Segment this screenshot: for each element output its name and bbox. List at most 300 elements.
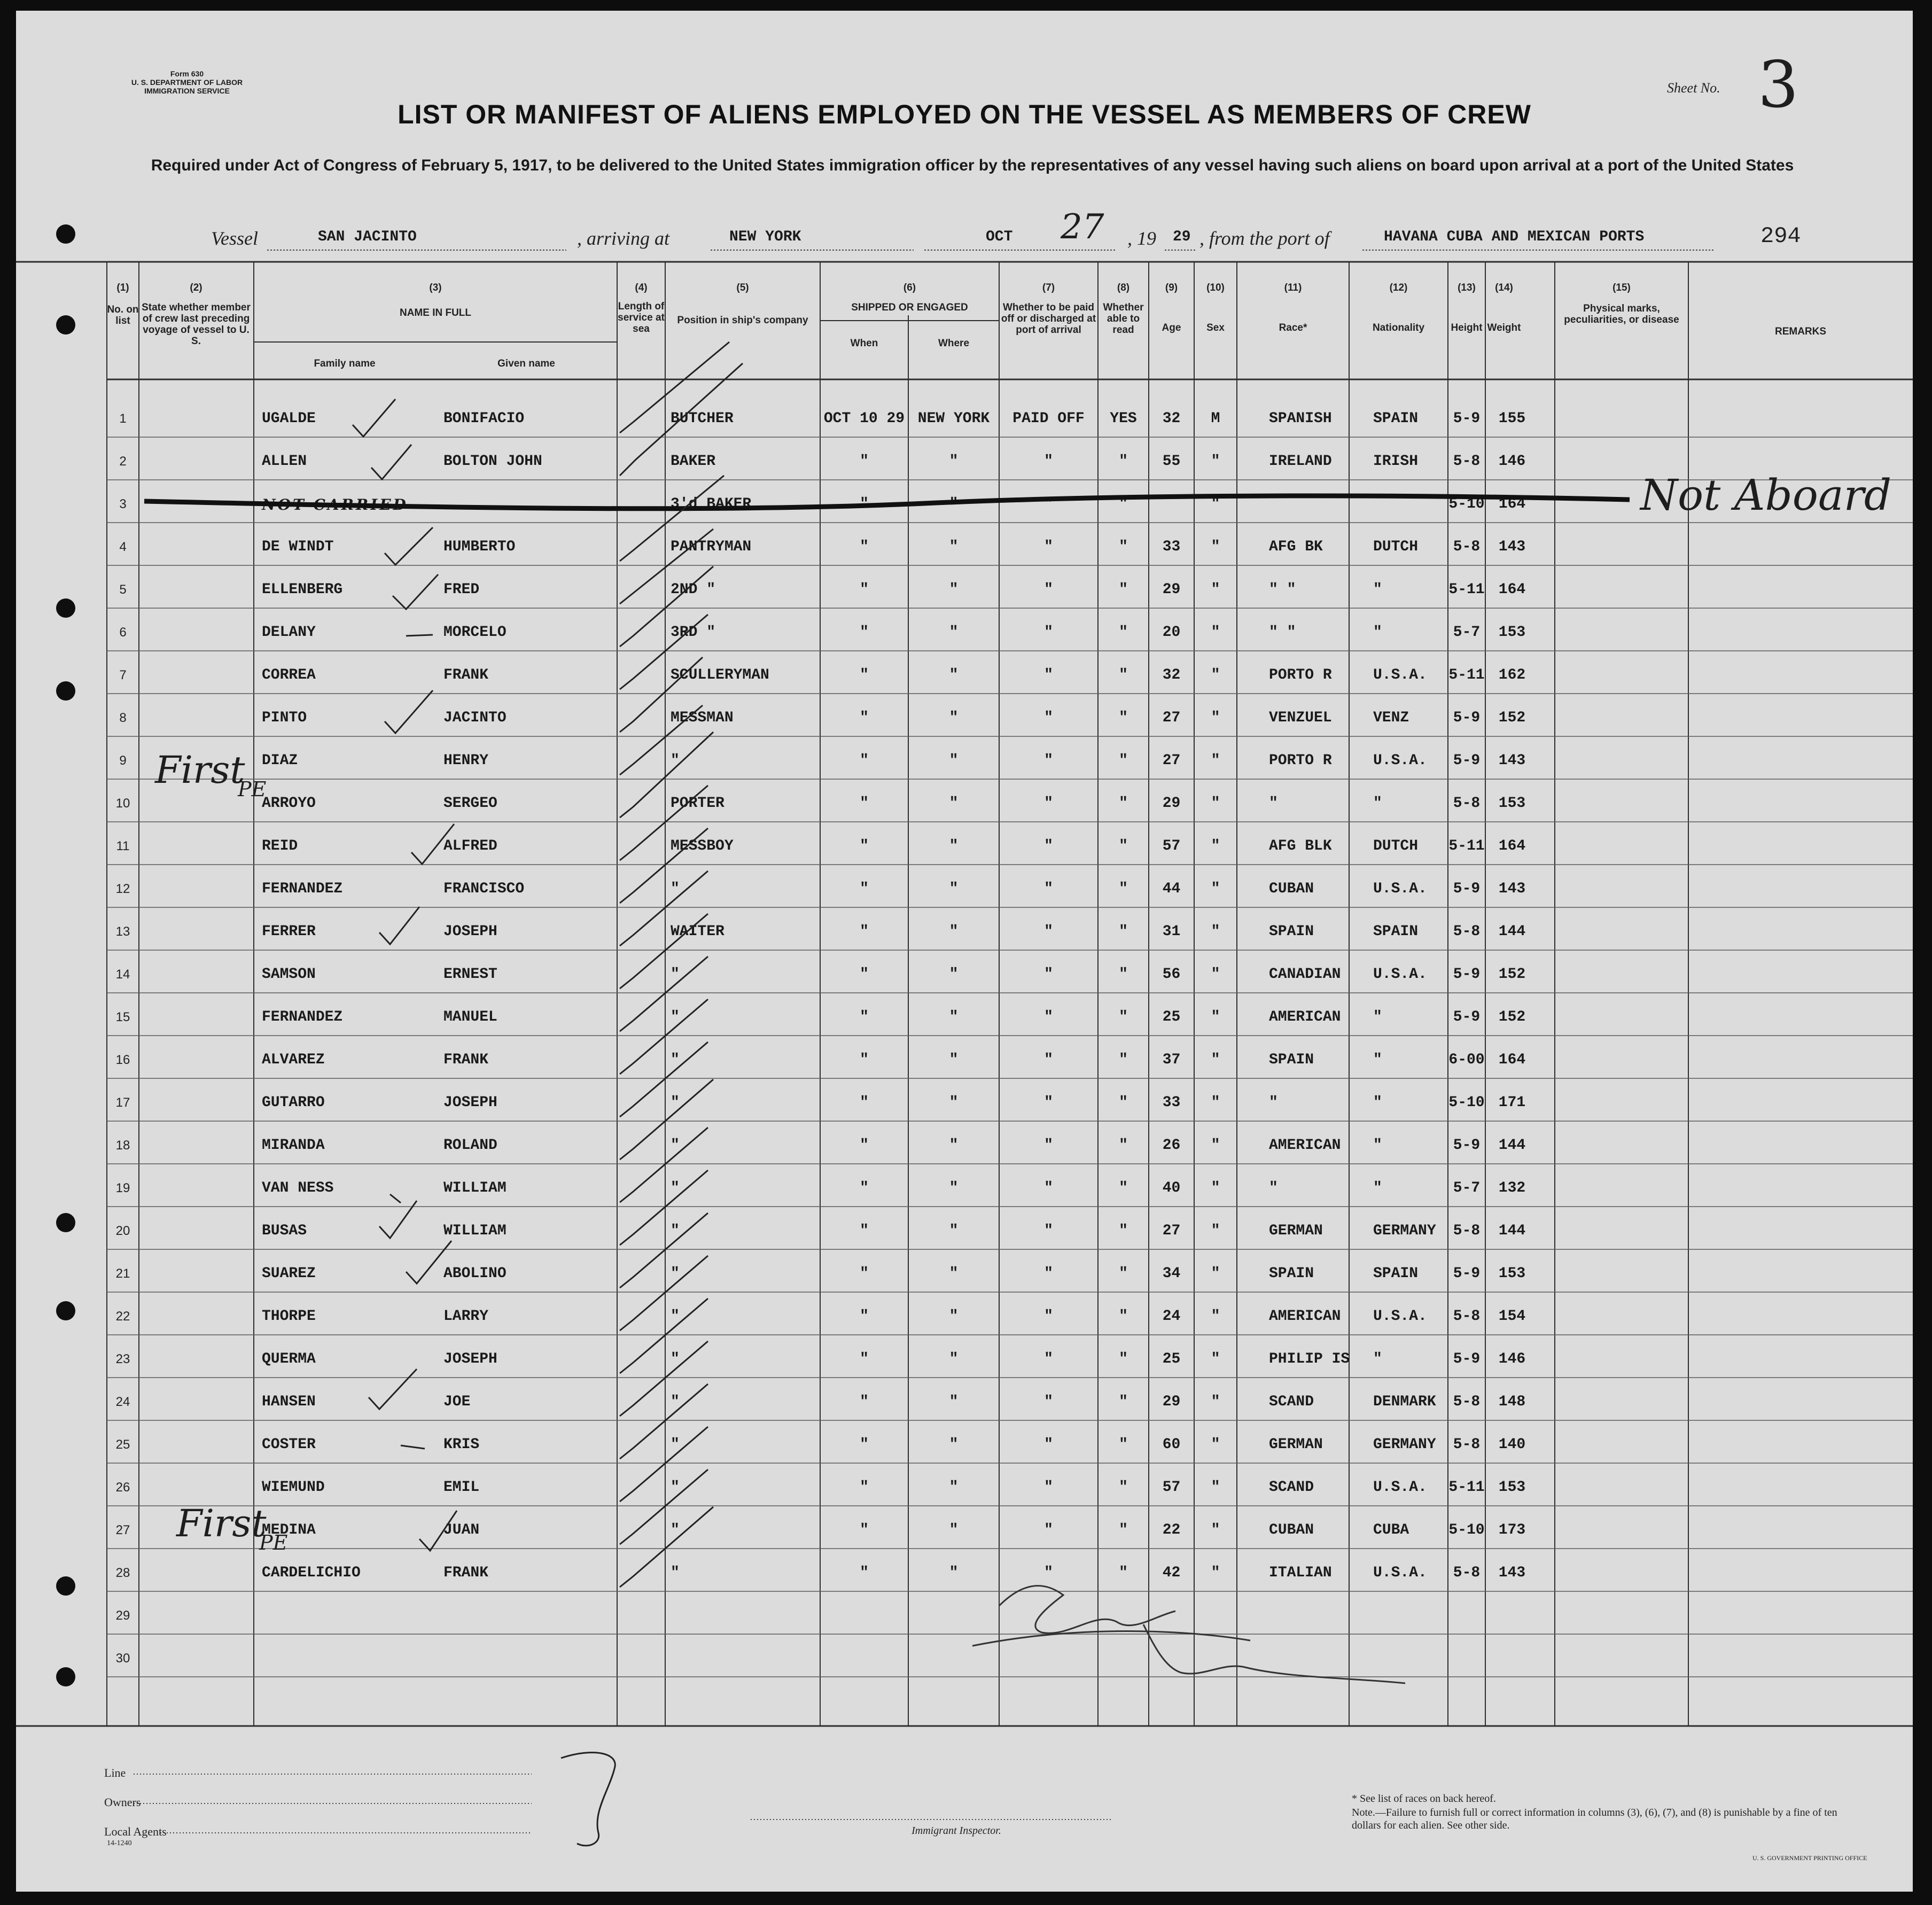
race: " <box>1269 795 1278 812</box>
able-to-read: " <box>1119 1394 1128 1410</box>
row-number: 16 <box>115 1053 130 1067</box>
position: MESSMAN <box>671 710 734 726</box>
sex: " <box>1211 453 1220 470</box>
able-to-read: " <box>1119 539 1128 555</box>
sex: " <box>1211 1394 1220 1410</box>
year-prefix: , 19 <box>1127 228 1156 249</box>
family-name: SUAREZ <box>262 1265 316 1282</box>
position: " <box>671 1009 680 1025</box>
family-name: UGALDE <box>262 410 316 427</box>
row-number: 29 <box>115 1608 130 1623</box>
shipped-when: " <box>860 1265 869 1282</box>
race: CUBAN <box>1269 1522 1314 1538</box>
col8-header: (8) Whether able to read <box>1103 282 1144 336</box>
nationality: SPAIN <box>1373 1265 1419 1282</box>
sex: M <box>1211 410 1220 427</box>
age: 33 <box>1162 539 1181 555</box>
vessel-name: SAN JACINTO <box>318 229 417 245</box>
given-name: JOSEPH <box>443 1351 497 1367</box>
height: 5-8 <box>1453 1565 1481 1581</box>
given-name: WILLIAM <box>443 1180 507 1196</box>
able-to-read: " <box>1119 795 1128 812</box>
shipped-when: " <box>860 966 869 983</box>
family-name: BUSAS <box>262 1223 307 1239</box>
able-to-read: " <box>1119 752 1128 769</box>
weight: 146 <box>1498 453 1526 470</box>
strike-line <box>144 496 1630 509</box>
shipped-where: " <box>949 624 959 641</box>
shipped-where: " <box>949 752 959 769</box>
nationality: " <box>1373 1351 1382 1367</box>
paid-off: " <box>1044 966 1053 983</box>
family-name: FERNANDEZ <box>262 881 343 897</box>
age: 29 <box>1162 581 1181 598</box>
shipped-when: " <box>860 1436 869 1453</box>
family-name: QUERMA <box>262 1351 316 1367</box>
shipped-where: " <box>949 838 959 854</box>
shipped-where: " <box>949 1180 959 1196</box>
family-name: COSTER <box>262 1436 316 1453</box>
nationality: U.S.A. <box>1373 667 1427 683</box>
sex: " <box>1211 1223 1220 1239</box>
shipped-where: " <box>949 1009 959 1025</box>
able-to-read: " <box>1119 1265 1128 1282</box>
weight: 153 <box>1498 1479 1526 1496</box>
position: " <box>671 1180 680 1196</box>
shipped-where: " <box>949 1565 959 1581</box>
shipped-when: " <box>860 667 869 683</box>
able-to-read: " <box>1119 1522 1128 1538</box>
age: 22 <box>1162 1522 1181 1538</box>
shipped-where: " <box>949 1223 959 1239</box>
shipped-when: " <box>860 923 869 940</box>
nationality: U.S.A. <box>1373 966 1427 983</box>
nationality: " <box>1373 1180 1382 1196</box>
shipped-when: OCT 10 29 <box>823 410 905 427</box>
paid-off: " <box>1044 1308 1053 1325</box>
service-label: IMMIGRATION SERVICE <box>144 87 230 95</box>
able-to-read: " <box>1119 453 1128 470</box>
position: 3'd BAKER <box>671 496 752 512</box>
row-number: 1 <box>119 411 127 426</box>
shipped-when: " <box>860 1137 869 1154</box>
height: 5-9 <box>1453 1351 1481 1367</box>
row-number: 27 <box>115 1523 130 1537</box>
col10-header: (10) Sex <box>1206 282 1225 333</box>
nationality: " <box>1373 1094 1382 1111</box>
shipped-where: " <box>949 1308 959 1325</box>
family-name: CARDELICHIO <box>262 1565 361 1581</box>
age: 33 <box>1162 1094 1181 1111</box>
race: SPAIN <box>1269 1265 1314 1282</box>
age: 60 <box>1162 1436 1181 1453</box>
height: 5-9 <box>1453 1265 1481 1282</box>
shipped-where: " <box>949 923 959 940</box>
sex: " <box>1211 539 1220 555</box>
able-to-read: " <box>1119 881 1128 897</box>
paid-off: " <box>1044 1394 1053 1410</box>
nationality: U.S.A. <box>1373 1479 1427 1496</box>
race: " " <box>1269 581 1296 598</box>
sex: " <box>1211 1522 1220 1538</box>
first-annotation-1-sub: PE <box>238 777 267 801</box>
shipped-when: " <box>860 881 869 897</box>
race: CUBAN <box>1269 881 1314 897</box>
shipped-when: " <box>860 581 869 598</box>
sex: " <box>1211 1052 1220 1068</box>
age: 34 <box>1162 1265 1181 1282</box>
paid-off: " <box>1044 453 1053 470</box>
col11-header: (11) Race* <box>1279 282 1307 333</box>
shipped-where: " <box>949 1394 959 1410</box>
paid-off: " <box>1044 752 1053 769</box>
shipped-where: " <box>949 966 959 983</box>
nationality: GERMANY <box>1373 1223 1436 1239</box>
sex: " <box>1211 795 1220 812</box>
sex: " <box>1211 923 1220 940</box>
sex: " <box>1211 1308 1220 1325</box>
weight: 153 <box>1498 624 1526 641</box>
shipped-when: " <box>860 496 869 512</box>
age: 55 <box>1162 453 1181 470</box>
row-number: 17 <box>115 1095 130 1110</box>
arrival-year: 29 <box>1173 229 1191 245</box>
able-to-read: YES <box>1110 410 1137 427</box>
arriving-port: NEW YORK <box>729 229 801 245</box>
shipped-where: " <box>949 667 959 683</box>
family-name: ALLEN <box>262 453 307 470</box>
able-to-read: " <box>1119 1351 1128 1367</box>
position: BUTCHER <box>671 410 734 427</box>
row-number: 15 <box>115 1010 130 1024</box>
race: AMERICAN <box>1269 1137 1341 1154</box>
paid-off: " <box>1044 1180 1053 1196</box>
family-name: FERNANDEZ <box>262 1009 343 1025</box>
given-name: KRIS <box>443 1436 480 1453</box>
family-name: DIAZ <box>262 752 298 769</box>
family-name: REID <box>262 838 298 854</box>
shipped-when: " <box>860 1180 869 1196</box>
age: 29 <box>1162 795 1181 812</box>
nationality: CUBA <box>1373 1522 1409 1538</box>
first-annotation-2: First <box>176 1502 267 1545</box>
sex: " <box>1211 710 1220 726</box>
able-to-read: " <box>1119 1094 1128 1111</box>
race: SCAND <box>1269 1479 1314 1496</box>
weight: 162 <box>1498 667 1526 683</box>
family-name: GUTARRO <box>262 1094 325 1111</box>
sex: " <box>1211 1565 1220 1581</box>
sheet-number: 3 <box>1758 48 1799 122</box>
race: SPAIN <box>1269 1052 1314 1068</box>
able-to-read: " <box>1119 496 1128 512</box>
shipped-when: " <box>860 1479 869 1496</box>
family-name: HANSEN <box>262 1394 316 1410</box>
given-name: HENRY <box>443 752 489 769</box>
paid-off: " <box>1044 496 1053 512</box>
family-name: CORREA <box>262 667 316 683</box>
first-annotation-2-sub: PE <box>259 1531 288 1554</box>
nationality: DENMARK <box>1373 1394 1436 1410</box>
nationality: VENZ <box>1373 710 1409 726</box>
col1-header: (1) No. on list <box>107 282 139 326</box>
row-number: 18 <box>115 1138 130 1153</box>
position: SCULLERYMAN <box>671 667 769 683</box>
position: " <box>671 966 680 983</box>
row-number: 24 <box>115 1395 130 1409</box>
able-to-read: " <box>1119 923 1128 940</box>
position: " <box>671 1351 680 1367</box>
position: PANTRYMAN <box>671 539 752 555</box>
able-to-read: " <box>1119 966 1128 983</box>
family-name: NOT CARRIED <box>262 496 408 514</box>
race: IRELAND <box>1269 453 1332 470</box>
shipped-where: " <box>949 581 959 598</box>
weight: 132 <box>1498 1180 1526 1196</box>
shipped-where: " <box>949 496 959 512</box>
row-number: 11 <box>116 839 130 853</box>
nationality: " <box>1373 1052 1382 1068</box>
weight: 143 <box>1498 539 1526 555</box>
paid-off: " <box>1044 1094 1053 1111</box>
agents-code: 14-1240 <box>107 1839 132 1847</box>
row-number: 30 <box>115 1651 130 1666</box>
position: " <box>671 1223 680 1239</box>
shipped-when: " <box>860 1308 869 1325</box>
race: " <box>1269 1094 1278 1111</box>
paid-off: " <box>1044 539 1053 555</box>
sex: " <box>1211 1265 1220 1282</box>
race: GERMAN <box>1269 1223 1323 1239</box>
paid-off: " <box>1044 1436 1053 1453</box>
handwritten-marks <box>16 11 1913 1892</box>
age: 57 <box>1162 1479 1181 1496</box>
given-name: SERGEO <box>443 795 497 812</box>
row-number: 10 <box>115 796 130 811</box>
paid-off: " <box>1044 1009 1053 1025</box>
weight: 146 <box>1498 1351 1526 1367</box>
nationality: " <box>1373 1009 1382 1025</box>
sex: " <box>1211 1479 1220 1496</box>
manifest-sheet <box>16 11 1913 1892</box>
family-name: MEDINA <box>262 1522 316 1538</box>
position: " <box>671 1394 680 1410</box>
height: 5-8 <box>1453 1308 1481 1325</box>
age: 20 <box>1162 624 1181 641</box>
shipped-when: " <box>860 752 869 769</box>
row-number: 5 <box>119 582 127 597</box>
race-note: * See list of races on back hereof. <box>1352 1793 1496 1805</box>
col9-header: (9) Age <box>1162 282 1181 333</box>
given-name: JOE <box>443 1394 471 1410</box>
form-number: Form 630 <box>170 69 204 78</box>
owners-label: Owners <box>104 1795 141 1809</box>
height: 5-8 <box>1453 795 1481 812</box>
shipped-where: " <box>949 1265 959 1282</box>
weight: 171 <box>1498 1094 1526 1111</box>
name-checkmarks <box>353 399 457 1551</box>
given-name: BONIFACIO <box>443 410 525 427</box>
given-name: FRANK <box>443 1052 489 1068</box>
weight: 164 <box>1498 1052 1526 1068</box>
height: 5-9 <box>1453 752 1481 769</box>
inspector-signature <box>972 1586 1405 1683</box>
race: " " <box>1269 624 1296 641</box>
col12-header: (12) Nationality <box>1372 282 1425 333</box>
shipped-where: " <box>949 795 959 812</box>
height: 5-11 <box>1448 667 1485 683</box>
col3-family: Family name <box>314 358 376 369</box>
height: 5-8 <box>1453 453 1481 470</box>
race: AFG BLK <box>1269 838 1332 854</box>
age: 24 <box>1162 1308 1181 1325</box>
first-annotation-1: First <box>155 748 245 792</box>
weight: 154 <box>1498 1308 1526 1325</box>
shipped-when: " <box>860 838 869 854</box>
race: AMERICAN <box>1269 1009 1341 1025</box>
printer-label: U. S. GOVERNMENT PRINTING OFFICE <box>1752 1854 1867 1862</box>
shipped-when: " <box>860 1009 869 1025</box>
row-number: 26 <box>115 1480 130 1495</box>
from-label: , from the port of <box>1199 228 1330 249</box>
shipped-when: " <box>860 1223 869 1239</box>
family-name: THORPE <box>262 1308 316 1325</box>
col2-header: (2) State whether member of crew last preceding voyage of vessel to U. S. <box>142 282 251 347</box>
shipped-where: " <box>949 710 959 726</box>
given-name: WILLIAM <box>443 1223 507 1239</box>
position: PORTER <box>671 795 724 812</box>
paid-off: " <box>1044 923 1053 940</box>
shipped-where: " <box>949 1522 959 1538</box>
age: 27 <box>1162 710 1181 726</box>
given-name: FRANCISCO <box>443 881 525 897</box>
position: " <box>671 1436 680 1453</box>
col15-header: (15) Physical marks, peculiarities, or disease <box>1564 282 1679 325</box>
race: ITALIAN <box>1269 1565 1332 1581</box>
able-to-read: " <box>1119 1180 1128 1196</box>
page-title: LIST OR MANIFEST OF ALIENS EMPLOYED ON THE VESSEL AS MEMBERS OF CREW <box>398 99 1531 129</box>
paid-off: " <box>1044 795 1053 812</box>
sex: " <box>1211 1436 1220 1453</box>
height: 5-9 <box>1453 881 1481 897</box>
able-to-read: " <box>1119 1565 1128 1581</box>
service-checkmarks <box>620 342 743 1587</box>
shipped-when: " <box>860 1052 869 1068</box>
family-name: MIRANDA <box>262 1137 325 1154</box>
penalty-note: Note.—Failure to furnish full or correct information in columns (3), (6), (7), and (8) is punishable by a fine of ten dollars for each alien. See other side. <box>1352 1807 1837 1831</box>
row-number: 23 <box>115 1352 130 1366</box>
footer-scribble <box>561 1753 615 1846</box>
able-to-read: " <box>1119 1479 1128 1496</box>
weight: 144 <box>1498 1223 1526 1239</box>
paid-off: " <box>1044 710 1053 726</box>
row-number: 20 <box>115 1224 130 1238</box>
height: 6-00 <box>1448 1052 1485 1068</box>
nationality: U.S.A. <box>1373 1565 1427 1581</box>
sex: " <box>1211 1351 1220 1367</box>
given-name: JUAN <box>443 1522 480 1538</box>
paid-off: PAID OFF <box>1012 410 1085 427</box>
family-name: DELANY <box>262 624 316 641</box>
weight: 153 <box>1498 1265 1526 1282</box>
weight: 155 <box>1498 410 1526 427</box>
able-to-read: " <box>1119 1308 1128 1325</box>
race: SPANISH <box>1269 410 1332 427</box>
able-to-read: " <box>1119 838 1128 854</box>
col6-when: When <box>850 338 878 349</box>
row-number: 8 <box>119 711 127 725</box>
col6-header: (6) SHIPPED OR ENGAGED <box>851 282 968 313</box>
shipped-where: " <box>949 1351 959 1367</box>
race: GERMAN <box>1269 1436 1323 1453</box>
family-name: ARROYO <box>262 795 316 812</box>
nationality: " <box>1373 624 1382 641</box>
sex: " <box>1211 752 1220 769</box>
sex: " <box>1211 667 1220 683</box>
weight: 152 <box>1498 710 1526 726</box>
position: 2ND " <box>671 581 716 598</box>
weight: 153 <box>1498 795 1526 812</box>
height: 5-10 <box>1448 496 1485 512</box>
nationality: U.S.A. <box>1373 1308 1427 1325</box>
sex: " <box>1211 1180 1220 1196</box>
nationality: " <box>1373 581 1382 598</box>
sex: " <box>1211 496 1220 512</box>
height: 5-11 <box>1448 581 1485 598</box>
family-name: WIEMUND <box>262 1479 325 1496</box>
shipped-when: " <box>860 453 869 470</box>
able-to-read: " <box>1119 1052 1128 1068</box>
row-number: 14 <box>115 967 130 982</box>
paid-off: " <box>1044 1137 1053 1154</box>
arriving-label: , arriving at <box>577 228 670 249</box>
age: 57 <box>1162 838 1181 854</box>
nationality: DUTCH <box>1373 539 1419 555</box>
weight: 164 <box>1498 496 1526 512</box>
col3-given: Given name <box>497 358 555 369</box>
weight: 152 <box>1498 966 1526 983</box>
able-to-read: " <box>1119 667 1128 683</box>
age: 44 <box>1162 881 1181 897</box>
able-to-read: " <box>1119 1223 1128 1239</box>
given-name: JOSEPH <box>443 1094 497 1111</box>
age: 31 <box>1162 923 1181 940</box>
position: BAKER <box>671 453 716 470</box>
given-name: ROLAND <box>443 1137 497 1154</box>
given-name: LARRY <box>443 1308 489 1325</box>
from-port: HAVANA CUBA AND MEXICAN PORTS <box>1384 229 1645 245</box>
paid-off: " <box>1044 838 1053 854</box>
page-subtitle: Required under Act of Congress of February 5, 1917, to be delivered to the United States immigration officer by the representatives of any vessel having such aliens on board upon arrival at a port of the United States <box>151 157 1794 174</box>
sex: " <box>1211 624 1220 641</box>
shipped-when: " <box>860 624 869 641</box>
paid-off: " <box>1044 1565 1053 1581</box>
col3-header: (3) NAME IN FULL <box>399 282 472 318</box>
nationality: " <box>1373 1137 1382 1154</box>
department-label: U. S. DEPARTMENT OF LABOR <box>131 78 243 87</box>
height: 5-7 <box>1453 1180 1481 1196</box>
sheet-label: Sheet No. <box>1667 80 1720 96</box>
row-number: 22 <box>115 1309 130 1324</box>
able-to-read: " <box>1119 710 1128 726</box>
age: 27 <box>1162 1223 1181 1239</box>
list-number: 294 <box>1760 223 1801 249</box>
race: PORTO R <box>1269 752 1332 769</box>
height: 5-8 <box>1453 923 1481 940</box>
able-to-read: " <box>1119 1436 1128 1453</box>
height: 5-10 <box>1448 1094 1485 1111</box>
family-name: VAN NESS <box>262 1180 334 1196</box>
